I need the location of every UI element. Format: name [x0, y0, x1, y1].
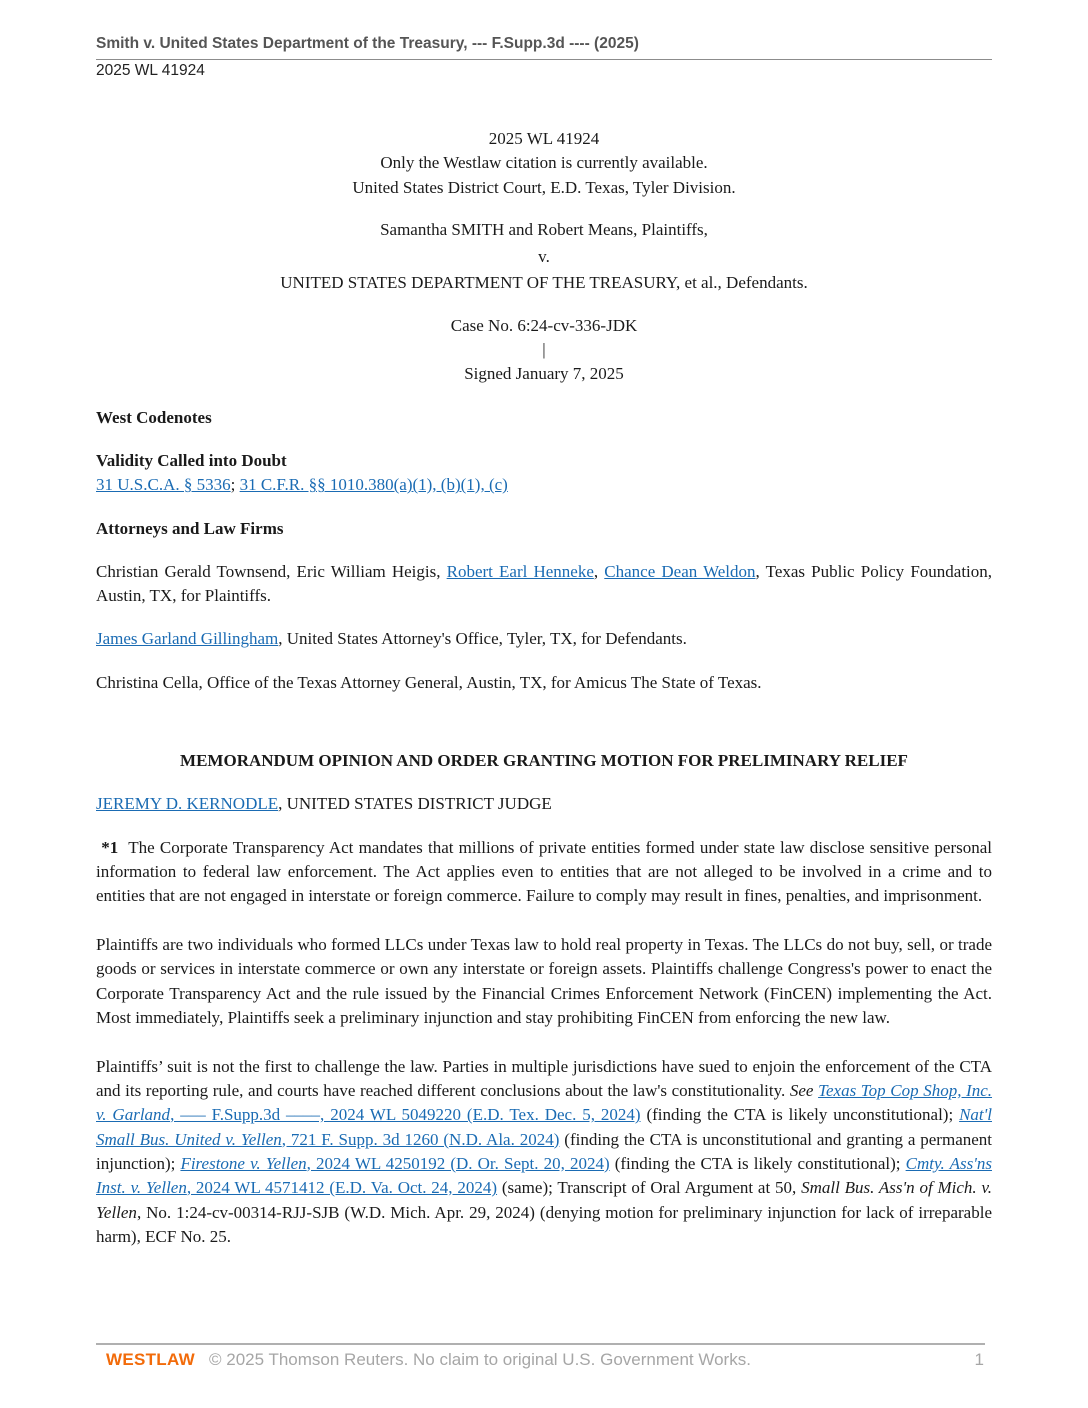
- codenotes-separator: ;: [230, 475, 236, 495]
- opinion-paragraph-2: Plaintiffs are two individuals who formed LLCs under Texas law to hold real property in Texas. The LLCs do not buy, sell, or trade goods or services in interstate commerce or own any interstate or foreign assets. Plaintiffs challenge Congress's power to enact the Corporate Transparency Act and the rule issued by the Financial Crimes Enforcement Network (FinCEN) implementing the Act. Most immediately, Plaintiffs seek a preliminary injunction and stay prohibiting FinCEN from enforcing the new law.: [96, 935, 992, 1027]
- header-divider: [96, 59, 992, 60]
- paragraph-text: (finding the CTA is likely unconstitutional);: [640, 1105, 960, 1125]
- attorneys-plaintiffs: [96, 560, 992, 609]
- case-cite: , 2024 WL 4571412 (E.D. Va. Oct. 24, 2024): [186, 1178, 498, 1198]
- westlaw-logo: WESTLAW: [106, 1350, 195, 1369]
- attorney-link-gillingham[interactable]: James Garland Gillingham: [96, 629, 279, 649]
- attorney-link-henneke[interactable]: Robert Earl Henneke: [446, 561, 594, 581]
- attorney-link-weldon[interactable]: Chance Dean Weldon: [604, 561, 756, 581]
- attorneys-defendants: [96, 627, 992, 651]
- paragraph-text: The Corporate Transparency Act mandates that millions of private entities formed under state law disclose sensitive personal information to federal law enforcement. The Act applies even to entities that are not alleged to be involved in a crime and to entities that are not engaged in interstate or foreign commerce. Failure to comply may result in fines, penalties, and imprisonment.: [96, 837, 992, 906]
- document-body: [96, 127, 992, 1249]
- judge-title: , UNITED STATES DISTRICT JUDGE: [278, 794, 552, 814]
- judge-link[interactable]: JEREMY D. KERNODLE: [96, 794, 279, 814]
- running-header: [96, 33, 992, 81]
- opinion-paragraph-3: [96, 1055, 992, 1249]
- caption-case-number: Case No. 6:24-cv-336-JDK: [450, 315, 638, 335]
- codenotes-links: [96, 473, 992, 497]
- caption-plaintiffs: Samantha SMITH and Robert Means, Plaintiffs,: [380, 219, 708, 239]
- judge-line: [96, 792, 992, 816]
- caption-signed-date: Signed January 7, 2025: [464, 364, 624, 384]
- case-cite: , 2024 WL 4250192 (D. Or. Sept. 20, 2024): [306, 1153, 610, 1173]
- page-number: 1: [974, 1350, 984, 1369]
- paragraph-text: (same); Transcript of Oral Argument at 50,: [497, 1178, 802, 1198]
- caption-separator: |: [542, 340, 546, 360]
- attorneys-heading: Attorneys and Law Firms: [96, 518, 284, 538]
- case-name: Nat'l Small Bus. United v. Yellen: [96, 1105, 992, 1149]
- attorney-text: Christian Gerald Townsend, Eric William Heigis,: [96, 561, 447, 581]
- statute-link[interactable]: 31 U.S.C.A. § 5336: [96, 475, 231, 495]
- attorney-firm-text: , Texas Public Policy Foundation, Austin, TX, for Plaintiffs.: [96, 561, 993, 606]
- case-name: Firestone v. Yellen: [180, 1153, 307, 1173]
- caption-westlaw-cite: 2025 WL 41924: [488, 129, 600, 148]
- running-header-citation: 2025 WL 41924: [96, 62, 205, 79]
- caption-availability: Only the Westlaw citation is currently available.: [380, 153, 708, 173]
- case-cite: , ––– F.Supp.3d ––––, 2024 WL 5049220 (E.D. Tex. Dec. 5, 2024): [170, 1105, 641, 1125]
- running-header-title: Smith v. United States Department of the Treasury, --- F.Supp.3d ---- (2025): [96, 35, 639, 52]
- paragraph-text: (finding the CTA is likely constitutional);: [609, 1153, 906, 1173]
- case-caption: [96, 127, 992, 387]
- signal-see: See: [789, 1081, 814, 1101]
- footer-divider: [96, 1343, 985, 1345]
- opinion-heading: MEMORANDUM OPINION AND ORDER GRANTING MOTION FOR PRELIMINARY RELIEF: [180, 751, 908, 771]
- caption-defendants: UNITED STATES DEPARTMENT OF THE TREASURY, et al., Defendants.: [280, 273, 808, 293]
- caption-versus: v.: [538, 247, 550, 267]
- page-footer: [106, 1349, 986, 1371]
- paragraph-text: , No. 1:24-cv-00314-RJJ-SJB (W.D. Mich. Apr. 29, 2024) (denying motion for preliminary injunction for lack of irreparable harm), ECF No. 25.: [96, 1202, 992, 1246]
- case-name: Cmty. Ass'ns Inst. v. Yellen: [96, 1153, 992, 1198]
- case-link-firestone[interactable]: [180, 1154, 609, 1173]
- case-name: Small Bus. Ass'n of Mich. v. Yellen: [96, 1178, 993, 1222]
- attorneys-amicus: Christina Cella, Office of the Texas Attorney General, Austin, TX, for Amicus The State of Texas.: [96, 672, 762, 692]
- attorney-comma: ,: [593, 561, 605, 581]
- opinion-paragraph-1: [96, 836, 992, 909]
- footer-copyright: © 2025 Thomson Reuters. No claim to original U.S. Government Works.: [208, 1350, 751, 1369]
- paragraph-text: Plaintiffs’ suit is not the first to challenge the law. Parties in multiple jurisdictions have sued to enjoin the enforcement of the CTA and its reporting rule, and courts have reached different conclusions about the law's constitutionality.: [96, 1056, 992, 1101]
- star-page-marker: *1: [101, 837, 119, 857]
- case-cite: , 721 F. Supp. 3d 1260 (N.D. Ala. 2024): [281, 1129, 560, 1149]
- caption-court: United States District Court, E.D. Texas, Tyler Division.: [352, 177, 736, 197]
- codenotes-heading: West Codenotes: [96, 407, 212, 427]
- case-name: Texas Top Cop Shop, Inc. v. Garland: [96, 1081, 993, 1125]
- validity-heading: Validity Called into Doubt: [96, 450, 287, 470]
- regulation-link[interactable]: 31 C.F.R. §§ 1010.380(a)(1), (b)(1), (c): [239, 475, 508, 495]
- paragraph-text: (finding the CTA is unconstitutional and granting a permanent injunction);: [96, 1129, 993, 1173]
- attorney-office-text: , United States Attorney's Office, Tyler, TX, for Defendants.: [278, 629, 687, 649]
